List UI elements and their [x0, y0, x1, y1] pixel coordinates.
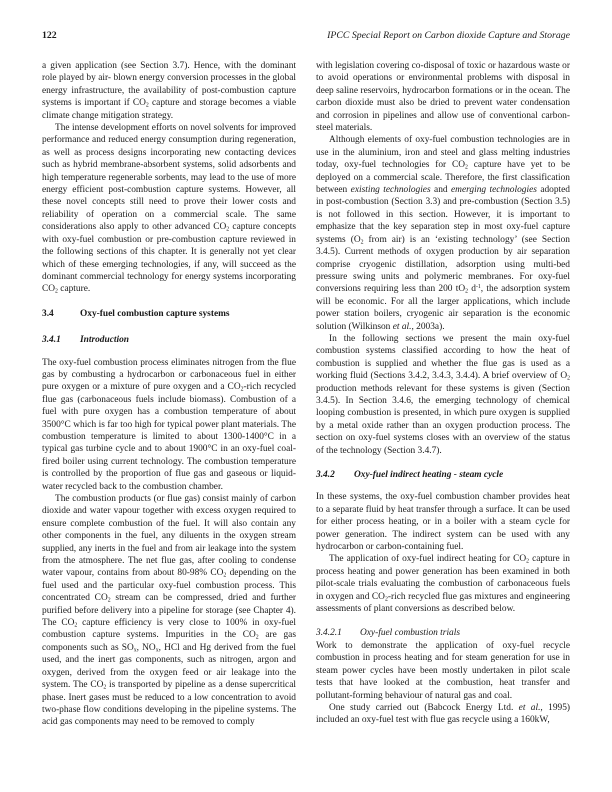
text-run: Work to demonstrate the application of oxy-fuel recycle combustion in process heating and for steam generation for use in steam power cycles have been mostly undertaken in pilot scale tests that have looked at the combustion, heat transfer and pollutant-forming behaviour of natural gas and coal.	[316, 640, 570, 701]
text-run: et al.	[518, 702, 541, 713]
subscript: 2	[567, 375, 570, 382]
paragraph	[42, 357, 296, 493]
page-number: 122	[42, 30, 57, 41]
subscript: 2	[226, 226, 230, 233]
text-run: stream can be compressed, dried and further purified before delivery into a pipeline for storage (see Chapter 4). The CO	[42, 593, 296, 629]
subscript: 2	[107, 597, 111, 604]
paragraph	[42, 493, 296, 729]
text-run: and	[430, 185, 452, 196]
subscript: 2	[526, 558, 530, 565]
text-run: capture have yet to be deployed on a commercial scale. Therefore, the first classification between	[316, 160, 570, 196]
text-run: are gas components such as SO	[42, 630, 296, 653]
subscript: 2	[145, 102, 149, 109]
subscript: 2	[360, 239, 364, 246]
heading-title: Introduction	[80, 335, 129, 346]
text-run: emerging technologies	[451, 185, 537, 196]
text-run: from air) is an ‘existing technology’ (see Section 3.4.5). Current methods of oxygen production by air separation comprise cryogenic distillation, adsorption using multi-bed pressure swing units and polymeric membranes. For oxy-fuel conversions requiring less than 200 tO	[316, 234, 570, 295]
text-run: is transported by pipeline as a dense supercritical phase. Inert gases must be reduced to a low concentration to avoid two-phase flow conditions developing in the pipeline systems. The acid gas components may need to be removed to comply	[42, 680, 296, 728]
paragraph	[316, 134, 570, 333]
paragraph	[42, 60, 296, 122]
page-header	[42, 30, 570, 41]
subsubsection-heading	[316, 627, 570, 639]
text-run: The combustion products (or flue gas) consist mainly of carbon dioxide and water vapour together with excess oxygen required to ensure complete combustion of the fuel. It will also contain any other components in the fuel, any diluents in the oxygen stream supplied, any inerts in the fuel and from air leakage into the system from the atmosphere. The net flue gas, after cooling to condense water vapour, contains from about 80-98% CO	[42, 494, 296, 579]
section-heading	[42, 308, 296, 320]
subscript: x	[133, 647, 137, 654]
superscript: -1	[475, 284, 481, 291]
subscript: 2	[103, 684, 107, 691]
text-run: capture in process heating and power generation has been examined in both pilot-scale trials evaluating the combustion of carbonaceous fuels in oxygen and CO	[316, 554, 570, 602]
text-run: a given application (see Section 3.7). Hence, with the dominant role played by air- blown energy conversion processes in the global energy infrastructure, the availability of post-combustion capture systems is important if CO	[42, 61, 296, 109]
subscript: 2	[223, 572, 227, 579]
paragraph	[316, 640, 570, 702]
text-run: production methods relevant for these systems is given (Section 3.4.5). In Section 3.4.6, the emerging technology of chemical looping combustion is presented, in which pure oxygen is supplied by a metal oxide rather than an oxygen production process. The section on oxy-fuel systems closes with an overview of the status of the technology (Section 3.4.7).	[316, 383, 570, 456]
text-run: , HCl and Hg derived from the fuel used, and the inert gas components, such as nitrogen, argon and oxygen, derived from the oxygen feed or air leakage into the system. The CO	[42, 642, 296, 691]
subscript: 2	[240, 386, 244, 393]
text-run: In these systems, the oxy-fuel combustion chamber provides heat to a separate fluid by heat transfer through a surface. It can be used for either process heating, or in a boiler with a steam cycle for power generation. The indirect system can be used with any hydrocarbon or carbon-containing fuel.	[316, 492, 570, 553]
text-run: , 1995) included an oxy-fuel test with flue gas recycle using a 160kW,	[316, 702, 570, 726]
subsection-heading	[42, 334, 296, 346]
left-column	[42, 60, 296, 729]
text-run: , NO	[136, 642, 156, 653]
heading-title: Oxy-fuel combustion trials	[360, 628, 460, 639]
text-run: In the following sections we present the main oxy-fuel combustion systems classified according to how the heat of combustion is supplied and whether the flue gas is used as a working fluid (Sections 3.4.2, 3.4.3, 3.4.4). A brief overview of O	[316, 333, 570, 382]
paragraph	[316, 553, 570, 615]
paragraph	[316, 60, 570, 134]
text-run: The intense development efforts on novel solvents for improved performance and reduced energy consumption during regeneration, as well as process designs incorporating new contacting devices such as hybrid membrane-absorbent systems, solid adsorbents and high temperature regenerable sorbents, may lead to the use of more energy efficient post-combustion capture systems. However, all these novel concepts still need to prove their lower costs and reliability of operation on a commercial scale. The same considerations also apply to other advanced CO	[42, 123, 296, 233]
paragraph	[316, 333, 570, 457]
right-column	[316, 60, 570, 729]
subscript: x	[155, 647, 159, 654]
heading-number: 3.4.2.1	[316, 628, 342, 639]
text-run: One study carried out (Babcock Energy Ltd.	[329, 702, 519, 713]
text-run: capture and storage becomes a viable climate change mitigation strategy.	[42, 98, 296, 121]
text-run: , 2003a).	[411, 321, 445, 332]
text-run: et al.	[392, 321, 412, 332]
text-run: Although elements of oxy-fuel combustion technologies are in use in the aluminium, iron and steel and glass melting industries today, oxy-fuel technologies for CO	[316, 135, 570, 171]
text-run: , the adsorption system will be economic. For all the larger applications, which include power station boilers, cryogenic air separation is the economic solution (Wilkinson	[316, 284, 570, 332]
text-run: d	[468, 284, 476, 295]
heading-number: 3.4	[42, 308, 54, 319]
running-header: IPCC Special Report on Carbon dioxide Capture and Storage	[327, 30, 570, 41]
heading-number: 3.4.2	[316, 470, 335, 480]
text-run: with legislation covering co-disposal of toxic or hazardous waste or to avoid operations or environmental problems with disposal in deep saline reservoirs, hydrocarbon formations or in the ocean. The carbon dioxide must also be dried to prevent water condensation and corrosion in pipelines and allow use of conventional carbon-steel materials.	[316, 61, 570, 134]
text-run: capture efficiency is very close to 100% in oxy-fuel combustion capture systems. Impurities in the CO	[42, 618, 296, 641]
text-run: existing technologies	[350, 185, 431, 196]
subscript: 2	[74, 622, 78, 629]
text-run: -rich recycled flue gas mixtures and engineering assessments of plant conversions as described below.	[316, 591, 570, 615]
text-run: -rich recycled flue gas (carbonaceous fuels include biomass). Combustion of a fuel with pure oxygen has a combustion temperature of about 3500°C which is far too high for typical power plant materials. The combustion temperature is limited to about 1300-1400°C in a typical gas turbine cycle and to about 1900°C in an oxy-fuel coal-fired boiler using current technology. The combustion temperature is controlled by the proportion of flue gas and gaseous or liquid-water recycled back to the combustion chamber.	[42, 382, 296, 492]
heading-title: Oxy-fuel indirect heating - steam cycle	[354, 470, 504, 480]
subscript: 2	[465, 164, 468, 171]
text-run: The oxy-fuel combustion process eliminates nitrogen from the flue gas by combusting a hydrocarbon or carbonaceous fuel in either pure oxygen or a mixture of pure oxygen and a CO	[42, 357, 296, 393]
heading-number: 3.4.1	[42, 335, 61, 346]
subscript: 2	[384, 596, 388, 603]
subsection-heading	[316, 469, 570, 481]
two-column-body	[42, 60, 570, 729]
paragraph	[42, 122, 296, 296]
text-run: capture concepts with oxy-fuel combustion or pre-combustion capture reviewed in the following sections of this chapter. It is generally not yet clear which of these emerging technologies, if any, will succeed as the dominant commercial technology for energy systems incorporating CO	[42, 222, 296, 295]
text-run: adopted in post-combustion (Section 3.3) and pre-combustion (Section 3.5) is not followed in this section. However, it is important to emphasize that the key separation step in most oxy-fuel capture systems (O	[316, 185, 570, 245]
text-run: The application of oxy-fuel indirect heating for CO	[329, 554, 527, 565]
subscript: 2	[255, 634, 259, 641]
paragraph	[316, 702, 570, 727]
text-run: depending on the fuel used and the particular oxy-fuel combustion process. This concentrated CO	[42, 568, 296, 604]
paragraph	[316, 491, 570, 553]
text-run: capture.	[57, 284, 91, 295]
heading-title: Oxy-fuel combustion capture systems	[80, 308, 230, 319]
subscript: 2	[465, 288, 468, 295]
subscript: 2	[55, 288, 58, 295]
